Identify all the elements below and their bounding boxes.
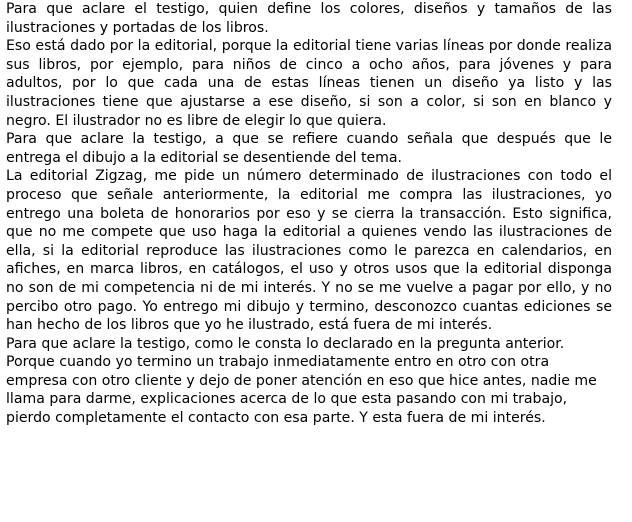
paragraph-answer-3: Porque cuando yo termino un trabajo inmediatamente entro en otro con otra empresa con otro cliente y dejo de poner atención en eso que hice antes, nadie me llama para darme, explicaciones acerca de lo que esta pasando con mi trabajo, pierdo completamente el contacto con esa parte. Y esta fuera de mi interés. <box>6 354 597 427</box>
document-body <box>6 0 612 428</box>
paragraph-answer-2: La editorial Zigzag, me pide un número determinado de ilustraciones con todo el proceso que señale anteriormente, la editorial me compra las ilustraciones, yo entrego una boleta de honorarios por eso y se cierra la transacción. Esto significa, que no me compete que uso haga la editorial a quienes vendo las ilustraciones de ella, si la editorial reproduce las ilustraciones como le parezca en calendarios, en afiches, en marca libros, en catálogos, el uso y otros usos que la editorial disponga no son de mi competencia ni de mi interés. Y no se me vuelve a pagar por ello, y no percibo otro pago. Yo entrego mi dibujo y termino, desconozco cuantas ediciones se han hecho de los libros que yo he ilustrado, está fuera de mi interés. <box>6 168 612 334</box>
paragraph-answer-1: Eso está dado por la editorial, porque la editorial tiene varias líneas por donde realiza sus libros, por ejemplo, para niños de cinco a ocho años, para jóvenes y para adultos, por lo que cada una de estas líneas tienen un diseño ya listo y las ilustraciones tiene que ajustarse a ese diseño, si son a color, si son en blanco y negro. El ilustrador no es libre de elegir lo que quiera. <box>6 38 612 129</box>
paragraph-question-1: Para que aclare el testigo, quien define los colores, diseños y tamaños de las ilustraciones y portadas de los libros. <box>6 1 612 36</box>
paragraph-question-2: Para que aclare la testigo, a que se refiere cuando señala que después que le entrega el dibujo a la editorial se desentiende del tema. <box>6 131 612 166</box>
paragraph-question-3: Para que aclare la testigo, como le consta lo declarado en la pregunta anterior. <box>6 335 565 352</box>
